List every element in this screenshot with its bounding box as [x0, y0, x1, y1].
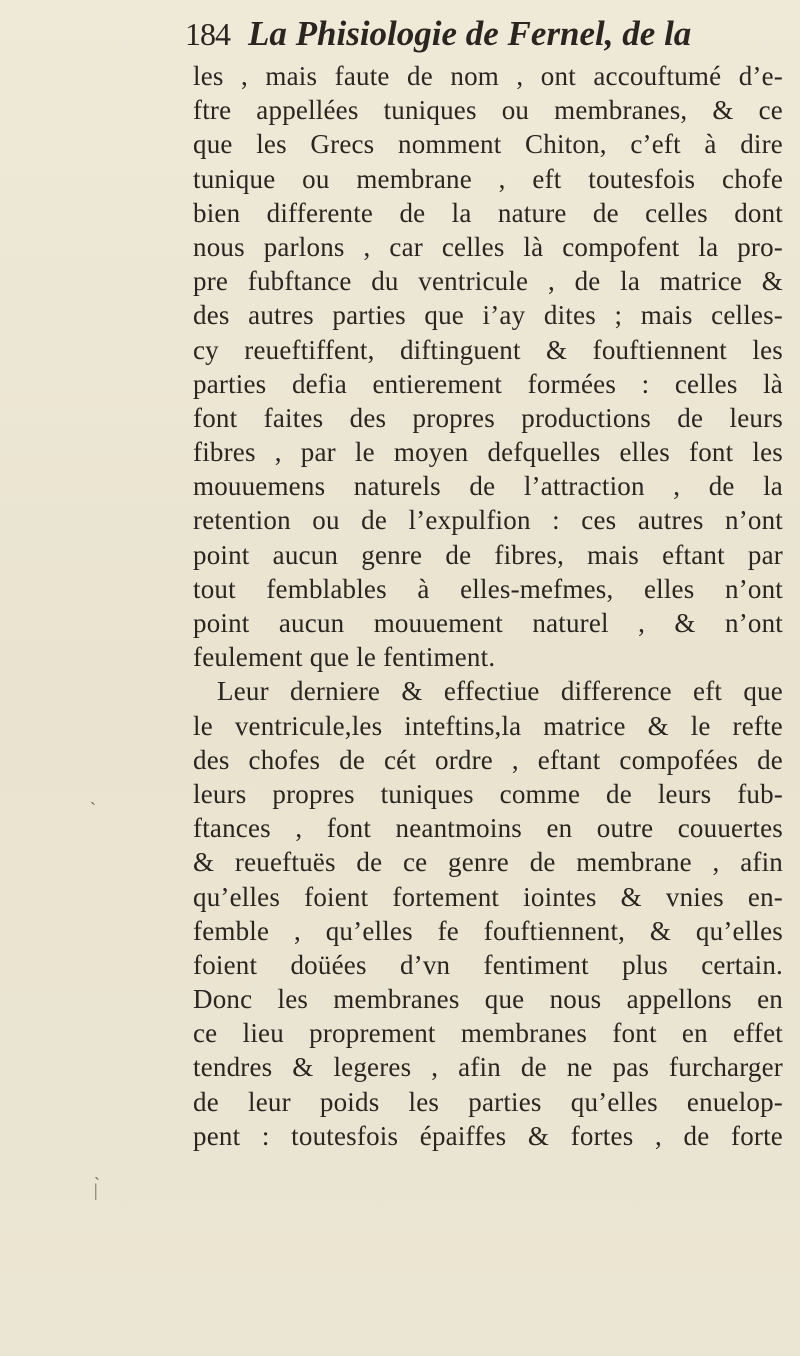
text-line: ftances , font neantmoins en outre couuertes — [193, 813, 783, 844]
text-line: nous parlons , car celles là compofent la pro- — [193, 231, 783, 262]
text-line: point aucun mouuement naturel , & n’ont — [193, 608, 783, 638]
running-title: La Phisiologie de Fernel, de la — [248, 14, 692, 53]
text-line: point aucun genre de fibres, mais eftant par — [193, 539, 783, 570]
text-line: foient doüées d’vn fentiment plus certain. — [193, 949, 783, 980]
text-line: tendres & legeres , afin de ne pas furcharger — [193, 1052, 783, 1083]
body-text — [193, 59, 783, 1153]
text-line: & reueftuës de ce genre de membrane , afin — [193, 847, 783, 878]
text-line: fibres , par le moyen defquelles elles font les — [193, 437, 783, 468]
text-line: feulement que le fentiment. — [193, 642, 496, 673]
page-header — [185, 14, 691, 64]
paragraph-start-line: Leur derniere & effectiue difference eft que — [217, 676, 783, 707]
text-line: pent : toutesfois épaiffes & fortes , de forte — [193, 1120, 783, 1151]
text-line: parties defia entierement formées : celles là — [193, 368, 783, 399]
text-line: mouuemens naturels de l’attraction , de la — [193, 471, 783, 502]
text-line: des chofes de cét ordre , eftant compofées de — [193, 744, 783, 775]
text-line: retention ou de l’expulfion : ces autres n’ont — [193, 505, 783, 536]
text-line: font faites des propres productions de leurs — [193, 402, 783, 433]
margin-speck: ˎ — [90, 785, 96, 805]
text-line: femble , qu’elles fe fouftiennent, & qu’elles — [193, 915, 783, 946]
page-number: 184 — [185, 16, 230, 52]
text-line: tout femblables à elles-mefmes, elles n’ont — [193, 573, 783, 604]
text-line: les , mais faute de nom , ont accouftumé d’e- — [193, 61, 783, 91]
text-line: qu’elles foient fortement iointes & vnies en- — [193, 881, 783, 912]
text-line: le ventricule,les inteftins,la matrice & le refte — [193, 710, 783, 741]
text-line: tunique ou membrane , eft toutesfois chofe — [193, 163, 783, 194]
text-line: Donc les membranes que nous appellons en — [193, 984, 783, 1015]
text-line: leurs propres tuniques comme de leurs fub- — [193, 778, 783, 809]
text-line: que les Grecs nomment Chiton, c’eft à dire — [193, 129, 783, 160]
text-line: pre fubftance du ventricule , de la matrice & — [193, 266, 783, 297]
margin-speck: | — [94, 1180, 98, 1200]
text-line: de leur poids les parties qu’elles enuelop- — [193, 1086, 783, 1117]
text-line: des autres parties que i’ay dites ; mais celles- — [193, 300, 783, 331]
text-line: ftre appellées tuniques ou membranes, & ce — [193, 95, 783, 126]
text-line: cy reueftiffent, diftinguent & fouftiennent les — [193, 334, 783, 365]
text-line: bien differente de la nature de celles dont — [193, 197, 783, 228]
margin-speck: ˎ — [94, 1160, 100, 1180]
text-line: ce lieu proprement membranes font en effet — [193, 1018, 783, 1049]
